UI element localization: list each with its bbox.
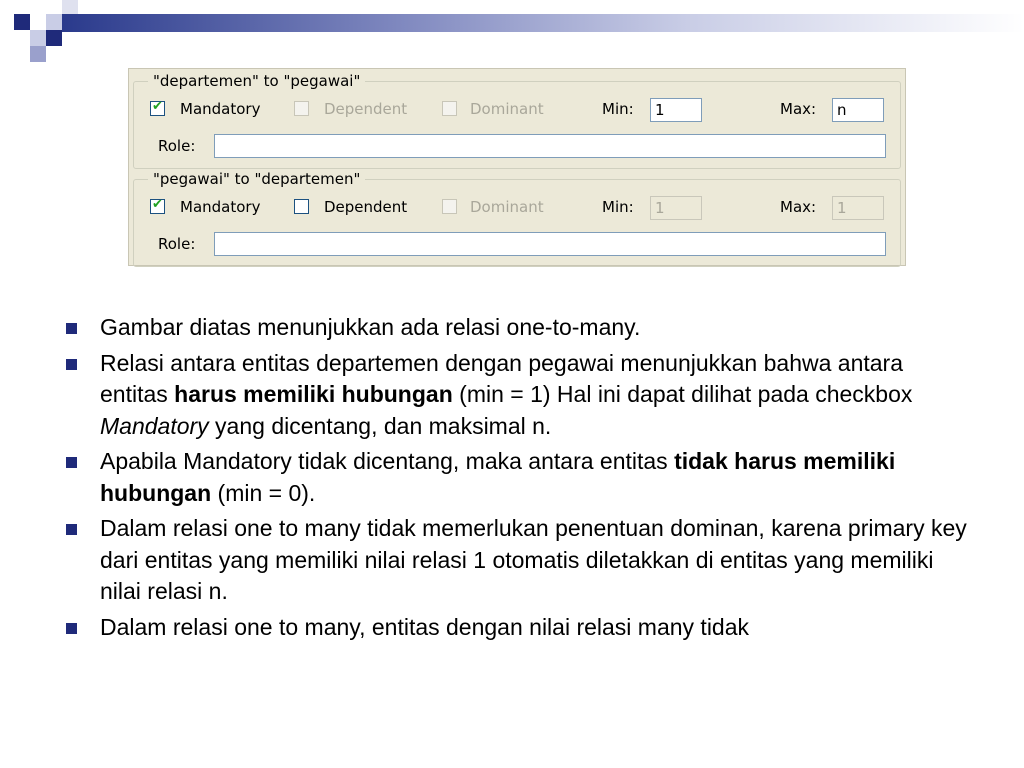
min-input[interactable]: 1 xyxy=(650,196,702,220)
role-label: Role: xyxy=(158,235,196,253)
bullet-item xyxy=(64,312,974,344)
group-departemen-to-pegawai xyxy=(133,72,901,169)
max-label: Max: xyxy=(780,198,817,216)
square-bullet-icon xyxy=(66,457,77,468)
deco-square-3 xyxy=(46,14,62,30)
mandatory-checkbox[interactable] xyxy=(150,101,165,116)
dominant-label: Dominant xyxy=(470,100,544,118)
relationship-dialog xyxy=(128,68,906,266)
bullet-item xyxy=(64,513,974,608)
dominant-label: Dominant xyxy=(470,198,544,216)
mandatory-label: Mandatory xyxy=(180,100,261,118)
mandatory-checkbox[interactable] xyxy=(150,199,165,214)
deco-square-6 xyxy=(62,0,78,14)
bullet-item xyxy=(64,612,974,644)
dependent-checkbox[interactable] xyxy=(294,101,309,116)
max-input[interactable]: 1 xyxy=(832,196,884,220)
max-label: Max: xyxy=(780,100,817,118)
bullet-text: Dalam relasi one to many, entitas dengan nilai relasi many tidak xyxy=(100,613,750,640)
role-input[interactable] xyxy=(214,232,886,256)
deco-square-5 xyxy=(30,46,46,62)
bullet-bold-text: harus memiliki hubungan xyxy=(174,381,453,407)
deco-square-2 xyxy=(30,30,46,46)
min-label: Min: xyxy=(602,198,634,216)
bullet-italic-text: Mandatory xyxy=(100,412,209,439)
dependent-label: Dependent xyxy=(324,198,408,216)
dominant-checkbox[interactable] xyxy=(442,101,457,116)
group-title: "departemen" to "pegawai" xyxy=(148,71,365,91)
square-bullet-icon xyxy=(66,359,77,370)
bullet-text: Apabila Mandatory tidak dicentang, maka antara entitas xyxy=(100,448,675,474)
bullet-text: Gambar diatas menunjukkan ada relasi one-to-many. xyxy=(100,314,641,340)
bullet-text: (min = 0). xyxy=(211,479,316,506)
check-mark-icon: ✔ xyxy=(152,197,163,212)
bullet-text: Relasi antara entitas departemen dengan pegawai menunjukkan bahwa antara entitas xyxy=(100,349,903,407)
mandatory-label: Mandatory xyxy=(180,198,261,216)
deco-square-1 xyxy=(14,14,30,30)
square-bullet-icon xyxy=(66,623,77,634)
square-bullet-icon xyxy=(66,323,77,334)
bullet-text: Dalam relasi one to many tidak memerlukan penentuan dominan, karena primary key dari entitas yang memiliki nilai relasi 1 otomatis diletakkan di entitas yang memiliki nilai relasi n. xyxy=(100,515,967,604)
role-input[interactable] xyxy=(214,134,886,158)
bullet-text: yang dicentang, dan maksimal n. xyxy=(208,412,552,439)
bullet-text: (min = 1) Hal ini dapat dilihat pada checkbox xyxy=(452,381,913,407)
max-input[interactable]: n xyxy=(832,98,884,122)
bullet-item xyxy=(64,348,974,443)
min-input[interactable]: 1 xyxy=(650,98,702,122)
bullet-item xyxy=(64,446,974,509)
bullet-bold-text: tidak harus memiliki hubungan xyxy=(100,448,896,506)
role-label: Role: xyxy=(158,137,196,155)
header-gradient-bar xyxy=(62,14,1024,32)
deco-square-4 xyxy=(46,30,62,46)
group-pegawai-to-departemen xyxy=(133,170,901,267)
bullet-list xyxy=(64,312,974,647)
group-title: "pegawai" to "departemen" xyxy=(148,169,365,189)
dominant-checkbox[interactable] xyxy=(442,199,457,214)
dependent-label: Dependent xyxy=(324,100,408,118)
dependent-checkbox[interactable] xyxy=(294,199,309,214)
square-bullet-icon xyxy=(66,524,77,535)
check-mark-icon: ✔ xyxy=(152,99,163,114)
min-label: Min: xyxy=(602,100,634,118)
